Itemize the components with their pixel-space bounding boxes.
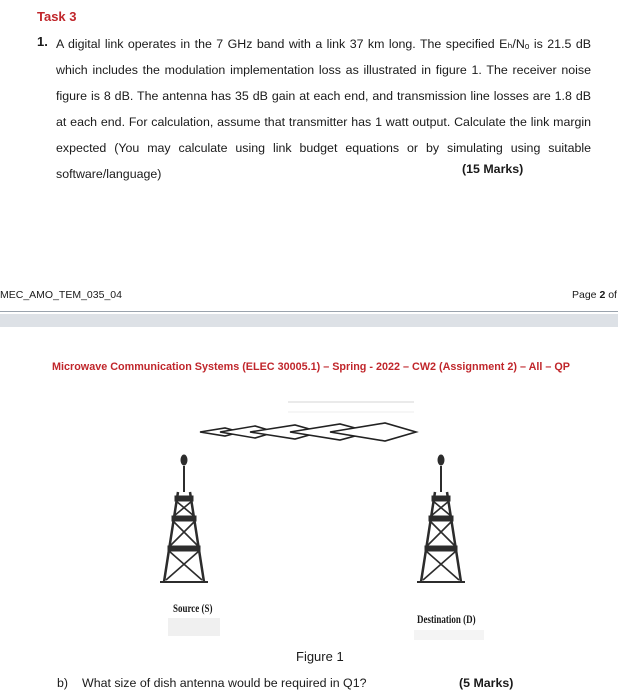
page-number bbox=[572, 289, 617, 301]
question-b-text: What size of dish antenna would be required in Q1? bbox=[82, 676, 367, 690]
figure-caption: Figure 1 bbox=[296, 649, 344, 664]
page-prefix: Page bbox=[572, 289, 600, 301]
document-code: MEC_AMO_TEM_035_04 bbox=[0, 289, 122, 301]
task-title: Task 3 bbox=[37, 9, 77, 24]
page-divider bbox=[0, 311, 618, 312]
course-header: Microwave Communication Systems (ELEC 30005.1) – Spring - 2022 – CW2 (Assignment 2) – All – QP bbox=[52, 361, 571, 373]
signal-wave-icon bbox=[200, 423, 416, 441]
figure-1-diagram bbox=[0, 392, 618, 642]
source-label-box bbox=[168, 618, 220, 636]
page-break-band bbox=[0, 314, 618, 327]
destination-tower-icon bbox=[417, 455, 465, 582]
page-number-value: 2 bbox=[599, 289, 606, 301]
question-number: 1. bbox=[37, 34, 48, 49]
page-suffix: of bbox=[605, 289, 617, 301]
question-1-text: A digital link operates in the 7 GHz band with a link 37 km long. The specified Eₕ/Nₒ is 21.5 dB which includes the modulation implementation loss as illustrated in figure 1. The receiver noise figure is 8 dB. The antenna has 35 dB gain at each end, and transmission line losses are 1.8 dB at each end. For calculation, assume that transmitter has 1 watt output. Calculate the link margin expected (You may calculate using link budget equations or by simulating using suitable software/language) bbox=[56, 37, 591, 181]
question-b-marks: (5 Marks) bbox=[459, 676, 514, 690]
question-b-label: b) bbox=[57, 676, 69, 690]
destination-label: Destination (D) bbox=[417, 614, 476, 626]
source-label: Source (S) bbox=[173, 603, 213, 615]
source-tower-icon bbox=[160, 455, 208, 582]
destination-label-box bbox=[414, 630, 484, 640]
question-1-marks: (15 Marks) bbox=[462, 162, 524, 176]
